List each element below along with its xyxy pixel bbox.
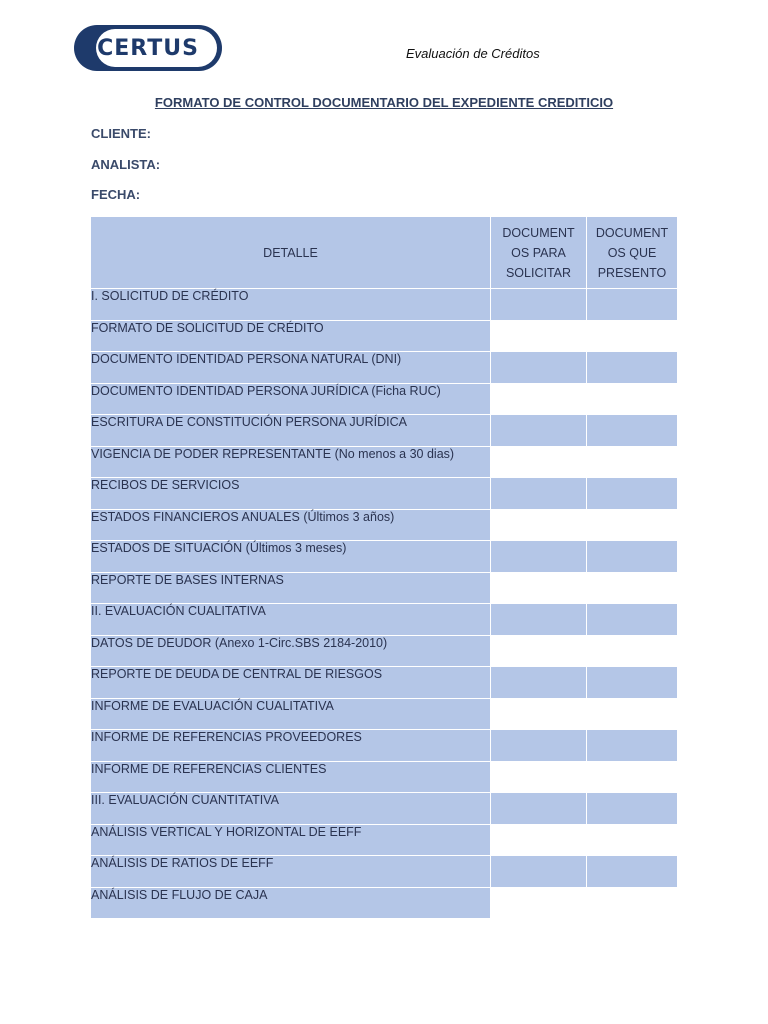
field-cliente: CLIENTE:: [91, 126, 151, 141]
cell-solicitar[interactable]: [491, 541, 587, 573]
table-row: [91, 415, 678, 447]
header-documentos-solicitar: DOCUMENT OS PARA SOLICITAR: [491, 217, 587, 289]
row-label: ESTADOS FINANCIEROS ANUALES (Últimos 3 años): [91, 509, 491, 541]
cell-solicitar[interactable]: [491, 289, 587, 321]
row-label: III. EVALUACIÓN CUANTITATIVA: [91, 793, 491, 825]
field-analista: ANALISTA:: [91, 157, 161, 172]
row-label: REPORTE DE BASES INTERNAS: [91, 572, 491, 604]
header-detalle: DETALLE: [91, 217, 491, 289]
cell-solicitar[interactable]: [491, 730, 587, 762]
cell-solicitar[interactable]: [491, 856, 587, 888]
row-label: INFORME DE REFERENCIAS PROVEEDORES: [91, 730, 491, 762]
table-row: [91, 289, 678, 321]
cell-solicitar[interactable]: [491, 698, 587, 730]
cell-solicitar[interactable]: [491, 478, 587, 510]
cell-solicitar[interactable]: [491, 793, 587, 825]
cell-solicitar[interactable]: [491, 415, 587, 447]
row-label: DOCUMENTO IDENTIDAD PERSONA NATURAL (DNI): [91, 352, 491, 384]
cell-presento[interactable]: [587, 667, 678, 699]
table-header-row: [91, 217, 678, 289]
table-row: [91, 824, 678, 856]
certus-logo: [74, 25, 222, 71]
row-label: INFORME DE EVALUACIÓN CUALITATIVA: [91, 698, 491, 730]
cell-solicitar[interactable]: [491, 509, 587, 541]
row-label: II. EVALUACIÓN CUALITATIVA: [91, 604, 491, 636]
cell-presento[interactable]: [587, 446, 678, 478]
row-label: ANÁLISIS DE RATIOS DE EEFF: [91, 856, 491, 888]
cell-presento[interactable]: [587, 887, 678, 919]
row-label: INFORME DE REFERENCIAS CLIENTES: [91, 761, 491, 793]
row-label: I. SOLICITUD DE CRÉDITO: [91, 289, 491, 321]
table-row: [91, 320, 678, 352]
cell-solicitar[interactable]: [491, 383, 587, 415]
cell-presento[interactable]: [587, 698, 678, 730]
cell-presento[interactable]: [587, 383, 678, 415]
header-subtitle: Evaluación de Créditos: [406, 46, 540, 61]
table-row: [91, 793, 678, 825]
row-label: RECIBOS DE SERVICIOS: [91, 478, 491, 510]
table-row: [91, 446, 678, 478]
cell-presento[interactable]: [587, 289, 678, 321]
cell-presento[interactable]: [587, 635, 678, 667]
logo-text: CERTUS: [97, 35, 199, 61]
row-label: ESCRITURA DE CONSTITUCIÓN PERSONA JURÍDICA: [91, 415, 491, 447]
cell-presento[interactable]: [587, 541, 678, 573]
cell-solicitar[interactable]: [491, 604, 587, 636]
table-row: [91, 572, 678, 604]
table-row: [91, 856, 678, 888]
table-row: [91, 730, 678, 762]
cell-solicitar[interactable]: [491, 352, 587, 384]
cell-presento[interactable]: [587, 320, 678, 352]
cell-presento[interactable]: [587, 415, 678, 447]
cell-presento[interactable]: [587, 352, 678, 384]
table-row: [91, 352, 678, 384]
cell-presento[interactable]: [587, 824, 678, 856]
table-row: [91, 635, 678, 667]
row-label: ESTADOS DE SITUACIÓN (Últimos 3 meses): [91, 541, 491, 573]
row-label: VIGENCIA DE PODER REPRESENTANTE (No menos a 30 dias): [91, 446, 491, 478]
cell-solicitar[interactable]: [491, 761, 587, 793]
table-row: [91, 541, 678, 573]
table-row: [91, 383, 678, 415]
field-fecha: FECHA:: [91, 187, 141, 202]
row-label: DATOS DE DEUDOR (Anexo 1-Circ.SBS 2184-2010): [91, 635, 491, 667]
cell-presento[interactable]: [587, 509, 678, 541]
cell-solicitar[interactable]: [491, 572, 587, 604]
cell-solicitar[interactable]: [491, 887, 587, 919]
cell-presento[interactable]: [587, 856, 678, 888]
row-label: ANÁLISIS VERTICAL Y HORIZONTAL DE EEFF: [91, 824, 491, 856]
cell-solicitar[interactable]: [491, 635, 587, 667]
cell-presento[interactable]: [587, 730, 678, 762]
table-row: [91, 667, 678, 699]
cell-solicitar[interactable]: [491, 320, 587, 352]
document-table: [90, 216, 678, 919]
header-documentos-presento: DOCUMENT OS QUE PRESENTO: [587, 217, 678, 289]
cell-presento[interactable]: [587, 604, 678, 636]
table-row: [91, 604, 678, 636]
cell-solicitar[interactable]: [491, 667, 587, 699]
table-row: [91, 761, 678, 793]
table-row: [91, 478, 678, 510]
cell-presento[interactable]: [587, 572, 678, 604]
table-row: [91, 698, 678, 730]
table-row: [91, 509, 678, 541]
cell-solicitar[interactable]: [491, 824, 587, 856]
document-title: FORMATO DE CONTROL DOCUMENTARIO DEL EXPEDIENTE CREDITICIO: [154, 95, 614, 110]
row-label: REPORTE DE DEUDA DE CENTRAL DE RIESGOS: [91, 667, 491, 699]
table-row: [91, 887, 678, 919]
row-label: FORMATO DE SOLICITUD DE CRÉDITO: [91, 320, 491, 352]
cell-solicitar[interactable]: [491, 446, 587, 478]
row-label: DOCUMENTO IDENTIDAD PERSONA JURÍDICA (Ficha RUC): [91, 383, 491, 415]
cell-presento[interactable]: [587, 761, 678, 793]
row-label: ANÁLISIS DE FLUJO DE CAJA: [91, 887, 491, 919]
cell-presento[interactable]: [587, 478, 678, 510]
cell-presento[interactable]: [587, 793, 678, 825]
